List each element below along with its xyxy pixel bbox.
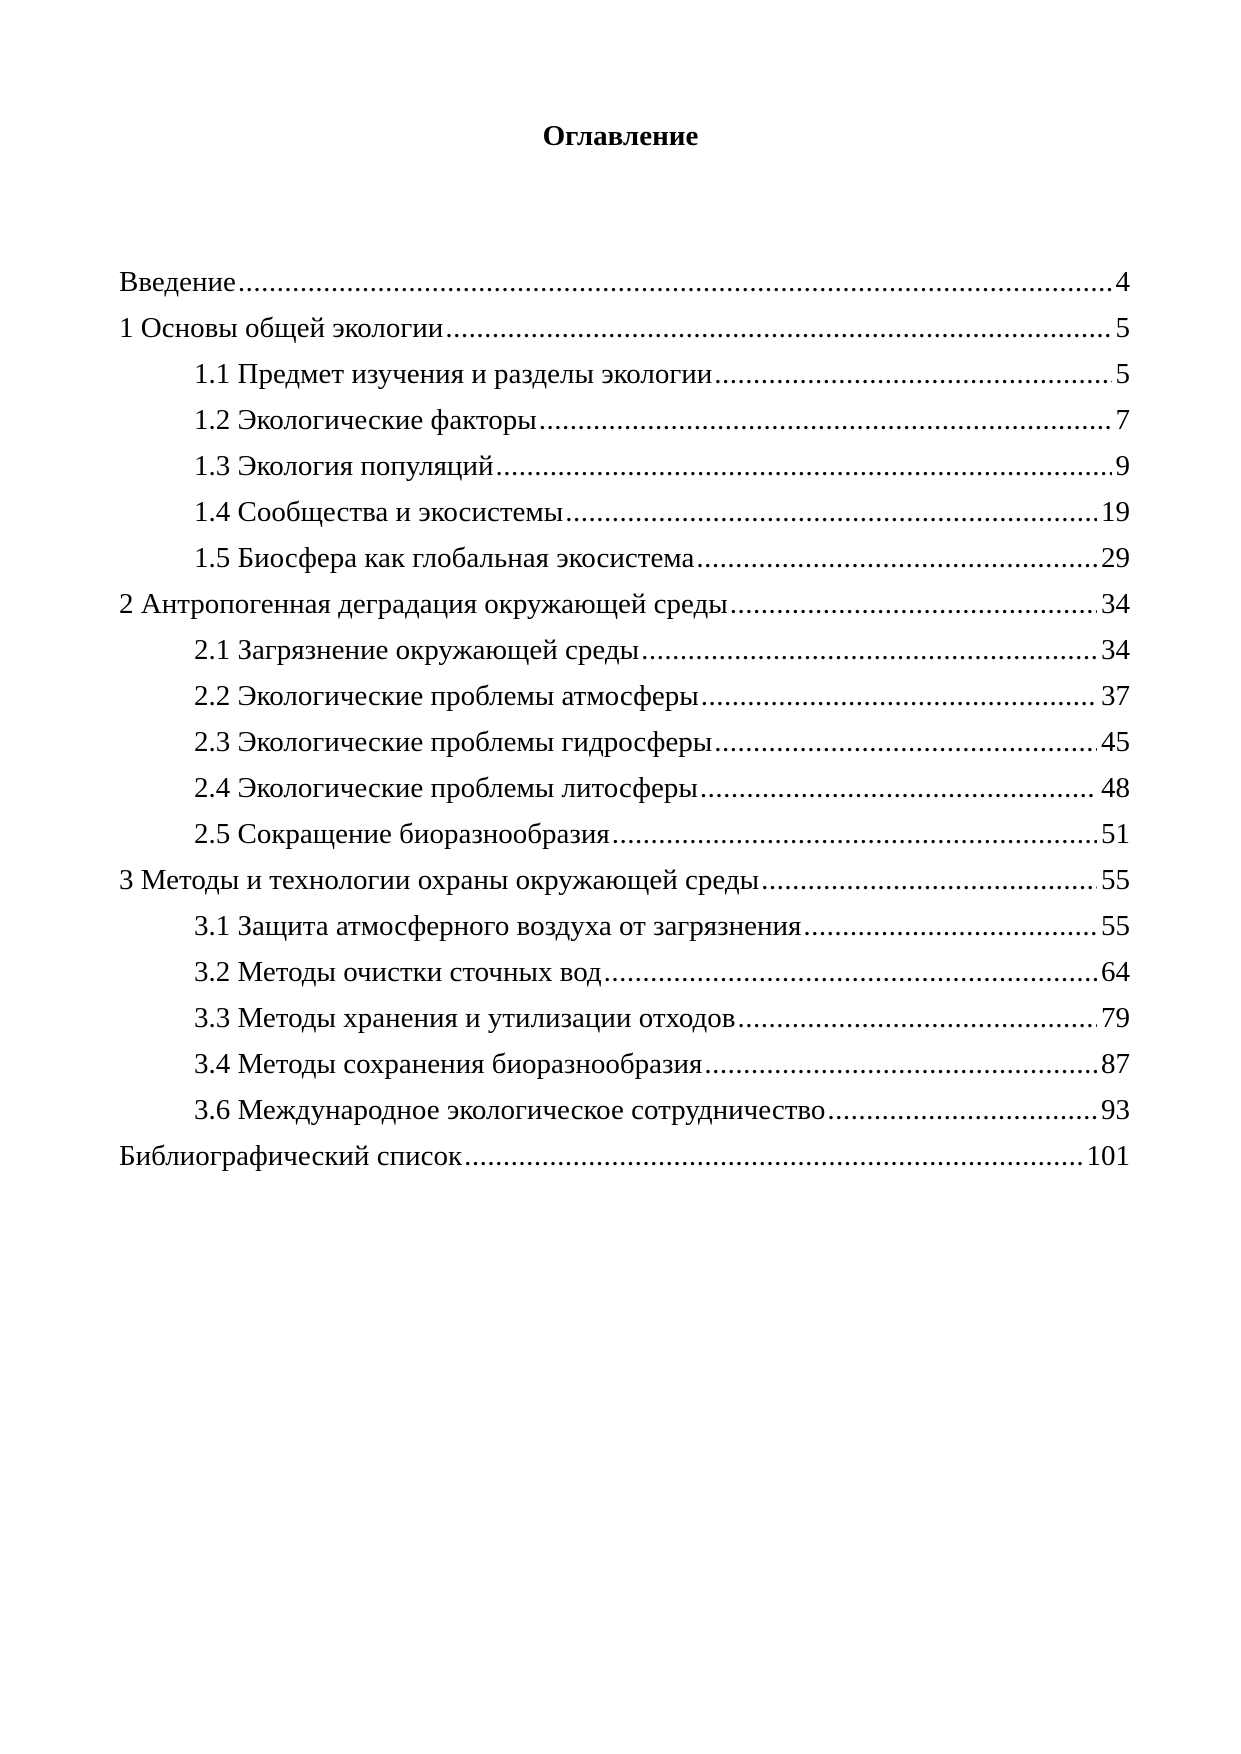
toc-entry[interactable] xyxy=(119,397,1130,443)
toc-entry-page: 64 xyxy=(1101,956,1130,988)
toc-entry-page: 7 xyxy=(1115,404,1130,436)
toc-entry[interactable] xyxy=(119,857,1130,903)
toc-entry[interactable] xyxy=(119,1133,1130,1179)
toc-entry-page: 79 xyxy=(1101,1002,1130,1034)
toc-dot-leader xyxy=(714,719,1097,765)
toc-entry-label: 3.6 Международное экологическое сотрудничество xyxy=(194,1094,826,1126)
toc-dot-leader xyxy=(539,397,1112,443)
toc-entry[interactable] xyxy=(119,719,1130,765)
toc-entry-page: 101 xyxy=(1086,1140,1130,1172)
toc-dot-leader xyxy=(604,949,1097,995)
toc-entry-label: 1 Основы общей экологии xyxy=(119,312,444,344)
toc-entry-label: 2.5 Сокращение биоразнообразия xyxy=(194,818,610,850)
toc-entry[interactable] xyxy=(119,903,1130,949)
toc-entry-label: 1.2 Экологические факторы xyxy=(194,404,537,436)
toc-entry[interactable] xyxy=(119,535,1130,581)
toc-dot-leader xyxy=(827,1087,1097,1133)
toc-entry-page: 87 xyxy=(1101,1048,1130,1080)
toc-dot-leader xyxy=(612,811,1097,857)
toc-dot-leader xyxy=(464,1133,1082,1179)
toc-entry-label: 2 Антропогенная деградация окружающей среды xyxy=(119,588,728,620)
toc-dot-leader xyxy=(496,443,1112,489)
toc-entry-label: 2.2 Экологические проблемы атмосферы xyxy=(194,680,699,712)
toc-dot-leader xyxy=(714,351,1111,397)
toc-entry[interactable] xyxy=(119,1087,1130,1133)
toc-entry[interactable] xyxy=(119,443,1130,489)
toc-entry[interactable] xyxy=(119,305,1130,351)
toc-entry-page: 5 xyxy=(1115,312,1130,344)
toc-entry-label: 2.3 Экологические проблемы гидросферы xyxy=(194,726,713,758)
toc-entry-label: Введение xyxy=(119,266,236,298)
toc-entry[interactable] xyxy=(119,581,1130,627)
toc-entry-page: 55 xyxy=(1101,910,1130,942)
toc-entry-label: 1.1 Предмет изучения и разделы экологии xyxy=(194,358,713,390)
toc-entry-label: 3.2 Методы очистки сточных вод xyxy=(194,956,602,988)
toc-entry[interactable] xyxy=(119,259,1130,305)
toc-entry-page: 19 xyxy=(1101,496,1130,528)
toc-dot-leader xyxy=(704,1041,1097,1087)
toc-dot-leader xyxy=(803,903,1097,949)
page-title: Оглавление xyxy=(542,120,699,152)
toc-entry-label: 2.4 Экологические проблемы литосферы xyxy=(194,772,698,804)
toc-dot-leader xyxy=(445,305,1111,351)
toc-dot-leader xyxy=(238,259,1112,305)
toc-entry-page: 55 xyxy=(1101,864,1130,896)
toc-entry-page: 4 xyxy=(1115,266,1130,298)
toc-dot-leader xyxy=(730,581,1097,627)
table-of-contents xyxy=(119,259,1130,1179)
toc-entry[interactable] xyxy=(119,811,1130,857)
toc-entry-page: 51 xyxy=(1101,818,1130,850)
toc-entry-page: 45 xyxy=(1101,726,1130,758)
toc-entry-page: 34 xyxy=(1101,588,1130,620)
toc-entry[interactable] xyxy=(119,489,1130,535)
toc-entry-label: 3.4 Методы сохранения биоразнообразия xyxy=(194,1048,703,1080)
toc-dot-leader xyxy=(701,673,1097,719)
toc-entry-label: 1.5 Биосфера как глобальная экосистема xyxy=(194,542,695,574)
toc-entry[interactable] xyxy=(119,949,1130,995)
toc-entry-label: 3 Методы и технологии охраны окружающей среды xyxy=(119,864,760,896)
toc-entry-page: 34 xyxy=(1101,634,1130,666)
toc-entry[interactable] xyxy=(119,1041,1130,1087)
toc-entry-label: 1.3 Экология популяций xyxy=(194,450,494,482)
toc-entry[interactable] xyxy=(119,765,1130,811)
toc-entry[interactable] xyxy=(119,627,1130,673)
toc-entry[interactable] xyxy=(119,673,1130,719)
toc-entry-page: 29 xyxy=(1101,542,1130,574)
toc-entry[interactable] xyxy=(119,995,1130,1041)
toc-entry-label: 3.3 Методы хранения и утилизации отходов xyxy=(194,1002,736,1034)
toc-entry[interactable] xyxy=(119,351,1130,397)
toc-dot-leader xyxy=(565,489,1097,535)
toc-entry-page: 48 xyxy=(1101,772,1130,804)
toc-entry-page: 5 xyxy=(1115,358,1130,390)
toc-entry-page: 37 xyxy=(1101,680,1130,712)
toc-dot-leader xyxy=(738,995,1098,1041)
toc-entry-label: 2.1 Загрязнение окружающей среды xyxy=(194,634,640,666)
toc-entry-label: Библиографический список xyxy=(119,1140,463,1172)
toc-dot-leader xyxy=(700,765,1097,811)
toc-dot-leader xyxy=(761,857,1097,903)
toc-dot-leader xyxy=(696,535,1097,581)
toc-entry-label: 1.4 Сообщества и экосистемы xyxy=(194,496,564,528)
toc-entry-page: 93 xyxy=(1101,1094,1130,1126)
toc-entry-page: 9 xyxy=(1115,450,1130,482)
toc-entry-label: 3.1 Защита атмосферного воздуха от загрязнения xyxy=(194,910,802,942)
toc-dot-leader xyxy=(641,627,1097,673)
